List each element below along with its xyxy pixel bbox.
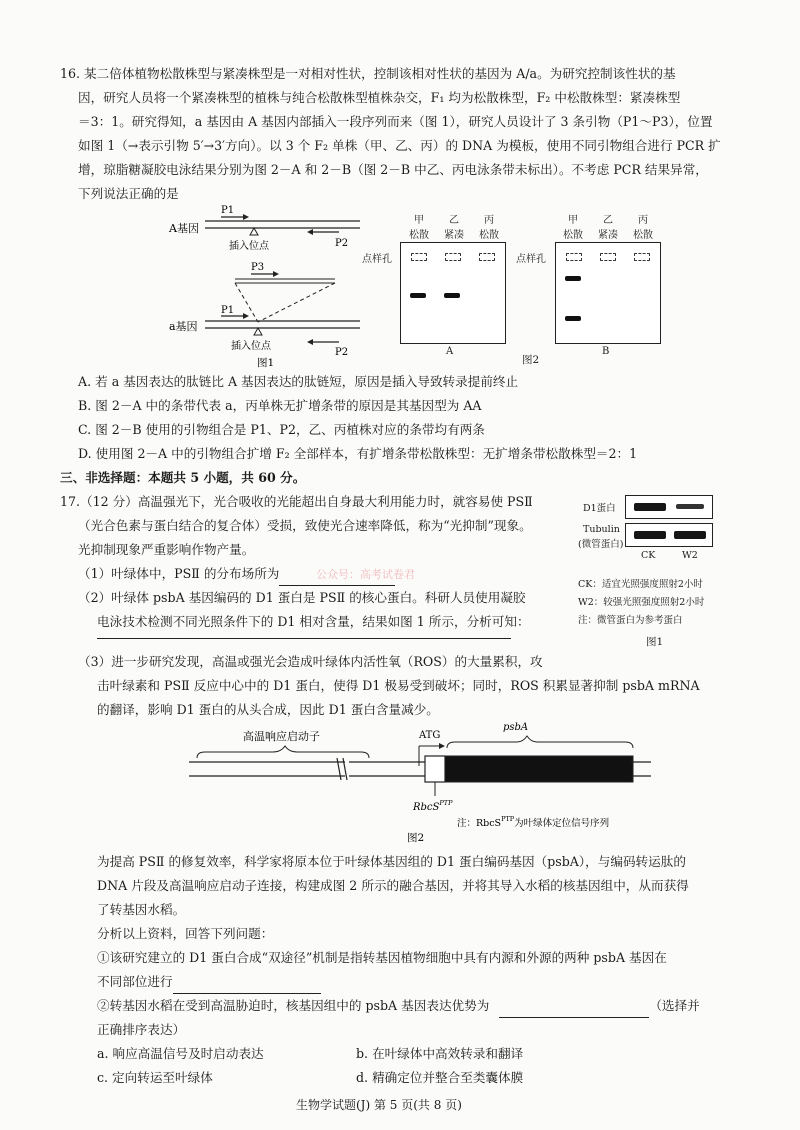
q16-stem-line3: ＝3：1。研究得知，a 基因由 A 基因内部插入一段序列而来（图 1），研究人员设计了 3 条引物（P1～P3），位置 <box>78 114 713 129</box>
q16-stem-line5: 增，琼脂糖凝胶电泳结果分别为图 2－A 和 2－B（图 2－B 中乙、丙电泳条带未标出）。不考虑 PCR 结果异常， <box>78 162 708 177</box>
insert-site-label-a: 插入位点 <box>231 341 271 352</box>
q17-figure1-caption: 图1 <box>646 636 664 648</box>
rbcs-ptp-segment <box>425 756 445 782</box>
q17-sub1-text: （1）叶绿体中，PSⅡ 的分布场所为 <box>78 566 280 581</box>
lane-w2-label: W2 <box>682 550 698 561</box>
gel-A-lane1-phenotype: 松散 <box>409 230 429 241</box>
gel-A-well-1 <box>411 253 427 261</box>
gel-B-well-1 <box>566 253 582 261</box>
gel-A-lane2-phenotype: 紧凑 <box>444 230 464 241</box>
q16-option-d: D. 使用图 2－A 中的引物组合扩增 F₂ 全部样本，有扩增条带松散株型：无扩增条带松散株型＝2：1 <box>78 446 638 461</box>
d1-protein-label: D1蛋白 <box>583 503 616 514</box>
gel-B-well-2 <box>600 253 616 261</box>
gel-B-lane3-name: 丙 <box>638 215 648 226</box>
q17-para-line2: DNA 片段及高温响应启动子连接，构建成图 2 所示的融合基因，并将其导入水稻的核基因组中，从而获得 <box>97 878 689 893</box>
q17-question2-hint: （选择并 <box>649 998 700 1013</box>
section3-heading: 三、非选择题：本题共 5 小题，共 60 分。 <box>60 470 306 485</box>
svg-text:RbcSPTP <box>412 799 453 813</box>
promoter-label: 高温响应启动子 <box>243 730 320 743</box>
gel-B-lane2-name: 乙 <box>603 215 613 226</box>
primer-p3-label: P3 <box>251 262 265 273</box>
gel-B-well-label: 点样孔 <box>516 254 546 265</box>
figure2-caption: 图2 <box>522 354 540 366</box>
q17-stem-line2: （光合色素与蛋白结合的复合体）受损，致使光合速率降低，称为“光抑制”现象。 <box>78 518 532 533</box>
q16-stem-line1: 16. 某二倍体植物松散株型与紧凑株型是一对相对性状，控制该相对性状的基因为 A/a。为研究控制该性状的基 <box>60 66 676 81</box>
lane-ck-label: CK <box>641 550 656 561</box>
gel-A-panel-label: A <box>446 346 454 357</box>
q17-sub2-line2: 电泳技术检测不同光照条件下的 D1 相对含量，结果如图 1 所示，分析可知： <box>97 614 530 629</box>
q17-question2-text: ②转基因水稻在受到高温胁迫时，核基因组中的 psbA 基因表达优势为 <box>97 998 490 1013</box>
choice-c: c. 定向转运至叶绿体 <box>97 1070 213 1085</box>
gel-panel-B <box>555 242 661 344</box>
gel-A-band-lane2 <box>444 293 460 298</box>
atg-label: ATG <box>419 730 441 741</box>
gel-panel-A <box>400 242 506 344</box>
gel-B-lane3-phenotype: 松散 <box>633 230 653 241</box>
gel-B-well-3 <box>634 253 650 261</box>
choice-a: a. 响应高温信号及时启动表达 <box>97 1046 264 1061</box>
page-footer: 生物学试题(J) 第 5 页(共 8 页) <box>296 1098 462 1112</box>
q16-option-c: C. 图 2－B 使用的引物组合是 P1、P2，乙、丙植株对应的条带均有两条 <box>78 422 485 437</box>
q17-sub3-line3: 的翻译，影响 D1 蛋白的从头合成，因此 D1 蛋白含量减少。 <box>97 702 439 717</box>
q17-sub3-line1: （3）进一步研究发现，高温或强光会造成叶绿体内活性氧（ROS）的大量累积，攻 <box>78 654 543 669</box>
d1-band-ck <box>634 503 666 511</box>
q17-question1-line1: ①该研究建立的 D1 蛋白合成“双途径”机制是指转基因植物细胞中具有内源和外源的两种 psbA 基因在 <box>97 950 667 965</box>
q17-question1-answer-blank <box>173 979 321 994</box>
q17-question2-answer-blank <box>499 1003 649 1018</box>
q17-sub2-line1: （2）叶绿体 psbA 基因编码的 D1 蛋白是 PSⅡ 的核心蛋白。科研人员使用凝胶 <box>78 590 526 605</box>
gel-A-well-2 <box>445 253 461 261</box>
gel-A-band-lane1 <box>410 293 426 298</box>
choice-b: b. 在叶绿体中高效转录和翻译 <box>356 1046 524 1061</box>
fig2-note-prefix: 注：RbcS <box>457 818 502 829</box>
gel-A-lane2-name: 乙 <box>449 215 459 226</box>
psba-coding-segment <box>445 756 633 782</box>
tubulin-blot-strip <box>625 523 713 547</box>
gel-B-panel-label: B <box>602 346 610 357</box>
d1-blot-strip <box>625 495 713 519</box>
tubulin-band-ck <box>634 531 666 539</box>
q17-figure2-fusion-gene <box>185 722 655 844</box>
note-ck: CK：适宜光照强度照射2小时 <box>578 579 703 590</box>
gel-B-band-lane1-upper <box>565 276 581 281</box>
q17-question1-line2 <box>97 970 321 994</box>
figure1-caption: 图1 <box>257 357 275 369</box>
watermark: 公众号：高考试卷君 <box>316 568 415 581</box>
primer-p2-label-A: P2 <box>335 238 349 249</box>
q17-question2-line1 <box>97 994 700 1018</box>
gel-A-lane3-name: 丙 <box>484 215 494 226</box>
gel-A-lane3-phenotype: 松散 <box>479 230 499 241</box>
fig2-note-sup: PTP <box>501 815 515 823</box>
primer-p1-label-A: P1 <box>221 205 235 216</box>
q16-stem-line6: 下列说法正确的是 <box>78 186 179 201</box>
tubulin-sub-label: (微管蛋白) <box>578 539 624 550</box>
primer-p1-label-a: P1 <box>221 305 235 316</box>
choice-d: d. 精确定位并整合至类囊体膜 <box>356 1070 524 1085</box>
q17-para-line3: 了转基因水稻。 <box>97 902 186 917</box>
gel-A-lane1-name: 甲 <box>414 215 424 226</box>
gel-B-band-lane1-lower <box>565 316 581 321</box>
gel-A-well-label: 点样孔 <box>362 254 392 265</box>
q16-option-a: A. 若 a 基因表达的肽链比 A 基因表达的肽链短，原因是插入导致转录提前终止 <box>78 374 519 389</box>
tubulin-band-w2 <box>674 531 706 539</box>
gel-B-lane1-name: 甲 <box>568 215 578 226</box>
gel-A-well-3 <box>479 253 495 261</box>
q17-figure2-caption: 图2 <box>407 832 425 844</box>
note-w2: W2：较强光照强度照射2小时 <box>578 597 705 608</box>
gene-A-label: A基因 <box>169 222 199 235</box>
gene-a-label: a基因 <box>169 320 198 333</box>
note-reference: 注：微管蛋白为参考蛋白 <box>578 615 683 626</box>
primer-p2-label-a: P2 <box>335 347 349 358</box>
d1-band-w2 <box>676 504 704 509</box>
insert-site-label-A: 插入位点 <box>229 241 269 252</box>
q16-stem-line2: 因，研究人员将一个紧凑株型的植株与纯合松散株型植株杂交，F₁ 均为松散株型，F₂ 中松散株型：紧凑株型 <box>78 90 681 105</box>
gel-B-lane1-phenotype: 松散 <box>563 230 583 241</box>
q16-option-b: B. 图 2－A 中的条带代表 a，丙单株无扩增条带的原因是其基因型为 AA <box>78 398 482 413</box>
tubulin-label: Tubulin <box>583 524 620 535</box>
q16-stem-line4: 如图 1（→表示引物 5′→3′方向）。以 3 个 F₂ 单株（甲、乙、丙）的 DNA 为模板，使用不同引物组合进行 PCR 扩 <box>78 138 721 153</box>
q17-stem-line1: 17.（12 分）高温强光下，光合吸收的光能超出自身最大利用能力时，就容易使 PSⅡ <box>60 494 533 509</box>
gel-B-lane2-phenotype: 紧凑 <box>598 230 618 241</box>
q17-question1-text: 不同部位进行 <box>97 974 173 989</box>
psba-label: psbA <box>503 722 529 733</box>
q17-sub3-line2: 击叶绿素和 PSⅡ 反应中心中的 D1 蛋白，使得 D1 极易受到破坏；同时，ROS 积累显著抑制 psbA mRNA <box>97 678 700 693</box>
q17-stem-line3: 光抑制现象严重影响作物产量。 <box>78 542 255 557</box>
rbcs-label: RbcS <box>413 802 440 813</box>
svg-text:注：RbcSPTP为叶绿体定位信号序列 <box>457 815 609 829</box>
fig2-note-tail: 为叶绿体定位信号序列 <box>514 818 610 829</box>
q16-figure1-gene-diagram <box>165 200 365 370</box>
rbcs-sup: PTP <box>439 799 453 807</box>
q17-sub2-answer-line <box>97 638 511 639</box>
q17-analysis-prompt: 分析以上资料，回答下列问题： <box>97 926 274 941</box>
q17-para-line1: 为提高 PSⅡ 的修复效率，科学家将原本位于叶绿体基因组的 D1 蛋白编码基因（psbA），与编码转运肽的 <box>97 854 686 869</box>
q17-question2-line2: 正确排序表达） <box>97 1022 186 1037</box>
